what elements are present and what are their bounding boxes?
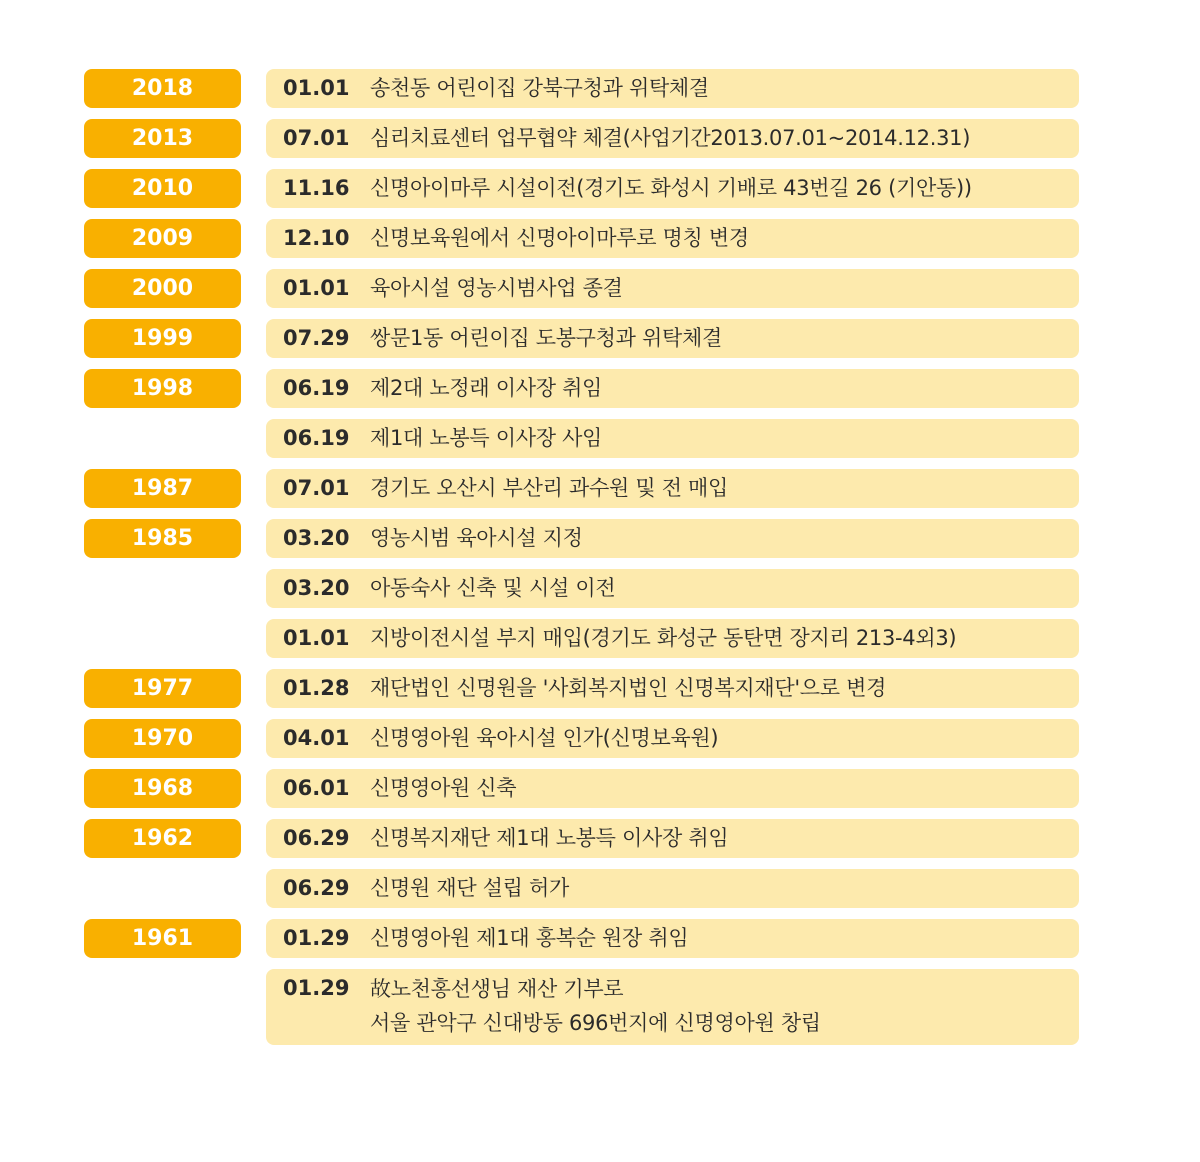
event-description: 신명영아원 신축 xyxy=(370,776,517,800)
event-description: 지방이전시설 부지 매입(경기도 화성군 동탄면 장지리 213-4외3) xyxy=(370,626,957,650)
event-date: 06.19 xyxy=(283,426,350,450)
event-date: 03.20 xyxy=(283,576,350,600)
event-date: 01.01 xyxy=(283,276,350,300)
year-badge: 2009 xyxy=(84,219,241,258)
event-date: 01.29 xyxy=(283,976,350,1000)
year-badge: 1985 xyxy=(84,519,241,558)
event-date: 11.16 xyxy=(283,176,350,200)
event-description: 아동숙사 신축 및 시설 이전 xyxy=(370,576,616,600)
event-description: 재단법인 신명원을 '사회복지법인 신명복지재단'으로 변경 xyxy=(370,676,887,700)
event-bar xyxy=(266,419,1079,458)
year-badge: 1999 xyxy=(84,319,241,358)
year-badge: 2018 xyxy=(84,69,241,108)
year-badge: 2000 xyxy=(84,269,241,308)
event-date: 06.29 xyxy=(283,876,350,900)
event-bar xyxy=(266,969,1079,1045)
year-badge: 1987 xyxy=(84,469,241,508)
event-description: 신명아이마루 시설이전(경기도 화성시 기배로 43번길 26 (기안동)) xyxy=(370,176,972,200)
event-description: 송천동 어린이집 강북구청과 위탁체결 xyxy=(370,76,709,100)
event-bar xyxy=(266,919,1079,958)
event-bar xyxy=(266,219,1079,258)
event-description xyxy=(370,972,821,1040)
event-bar xyxy=(266,769,1079,808)
year-badge: 1970 xyxy=(84,719,241,758)
event-description: 영농시범 육아시설 지정 xyxy=(370,526,583,550)
year-badge: 1998 xyxy=(84,369,241,408)
event-description: 신명원 재단 설립 허가 xyxy=(370,876,569,900)
event-bar xyxy=(266,819,1079,858)
event-bar xyxy=(266,319,1079,358)
event-bar xyxy=(266,869,1079,908)
event-bar xyxy=(266,619,1079,658)
event-bar xyxy=(266,669,1079,708)
event-bar xyxy=(266,119,1079,158)
event-date: 06.01 xyxy=(283,776,350,800)
year-badge: 2013 xyxy=(84,119,241,158)
event-date: 12.10 xyxy=(283,226,350,250)
event-date: 01.28 xyxy=(283,676,350,700)
event-description: 신명영아원 제1대 홍복순 원장 취임 xyxy=(370,926,689,950)
event-description: 신명보육원에서 신명아이마루로 명칭 변경 xyxy=(370,226,749,250)
event-bar xyxy=(266,169,1079,208)
event-description-line: 故노천홍선생님 재산 기부로 xyxy=(370,977,624,1001)
event-description: 신명영아원 육아시설 인가(신명보육원) xyxy=(370,726,719,750)
year-badge: 1961 xyxy=(84,919,241,958)
year-badge: 1968 xyxy=(84,769,241,808)
event-description: 심리치료센터 업무협약 체결(사업기간2013.07.01~2014.12.31) xyxy=(370,126,971,150)
event-date: 01.29 xyxy=(283,926,350,950)
event-description: 제2대 노정래 이사장 취임 xyxy=(370,376,603,400)
event-date: 07.01 xyxy=(283,126,350,150)
event-bar xyxy=(266,269,1079,308)
event-bar xyxy=(266,369,1079,408)
event-bar xyxy=(266,569,1079,608)
event-description: 쌍문1동 어린이집 도봉구청과 위탁체결 xyxy=(370,326,722,350)
event-bar xyxy=(266,519,1079,558)
event-bar xyxy=(266,69,1079,108)
event-description: 육아시설 영농시범사업 종결 xyxy=(370,276,623,300)
event-bar xyxy=(266,469,1079,508)
event-description: 경기도 오산시 부산리 과수원 및 전 매입 xyxy=(370,476,729,500)
event-description: 신명복지재단 제1대 노봉득 이사장 취임 xyxy=(370,826,729,850)
event-date: 06.19 xyxy=(283,376,350,400)
event-date: 07.29 xyxy=(283,326,350,350)
event-date: 04.01 xyxy=(283,726,350,750)
event-date: 07.01 xyxy=(283,476,350,500)
event-description: 제1대 노봉득 이사장 사임 xyxy=(370,426,603,450)
year-badge: 2010 xyxy=(84,169,241,208)
event-bar xyxy=(266,719,1079,758)
year-badge: 1977 xyxy=(84,669,241,708)
event-date: 01.01 xyxy=(283,626,350,650)
event-description-line: 서울 관악구 신대방동 696번지에 신명영아원 창립 xyxy=(370,1011,821,1035)
event-date: 03.20 xyxy=(283,526,350,550)
year-badge: 1962 xyxy=(84,819,241,858)
event-date: 01.01 xyxy=(283,76,350,100)
event-date: 06.29 xyxy=(283,826,350,850)
